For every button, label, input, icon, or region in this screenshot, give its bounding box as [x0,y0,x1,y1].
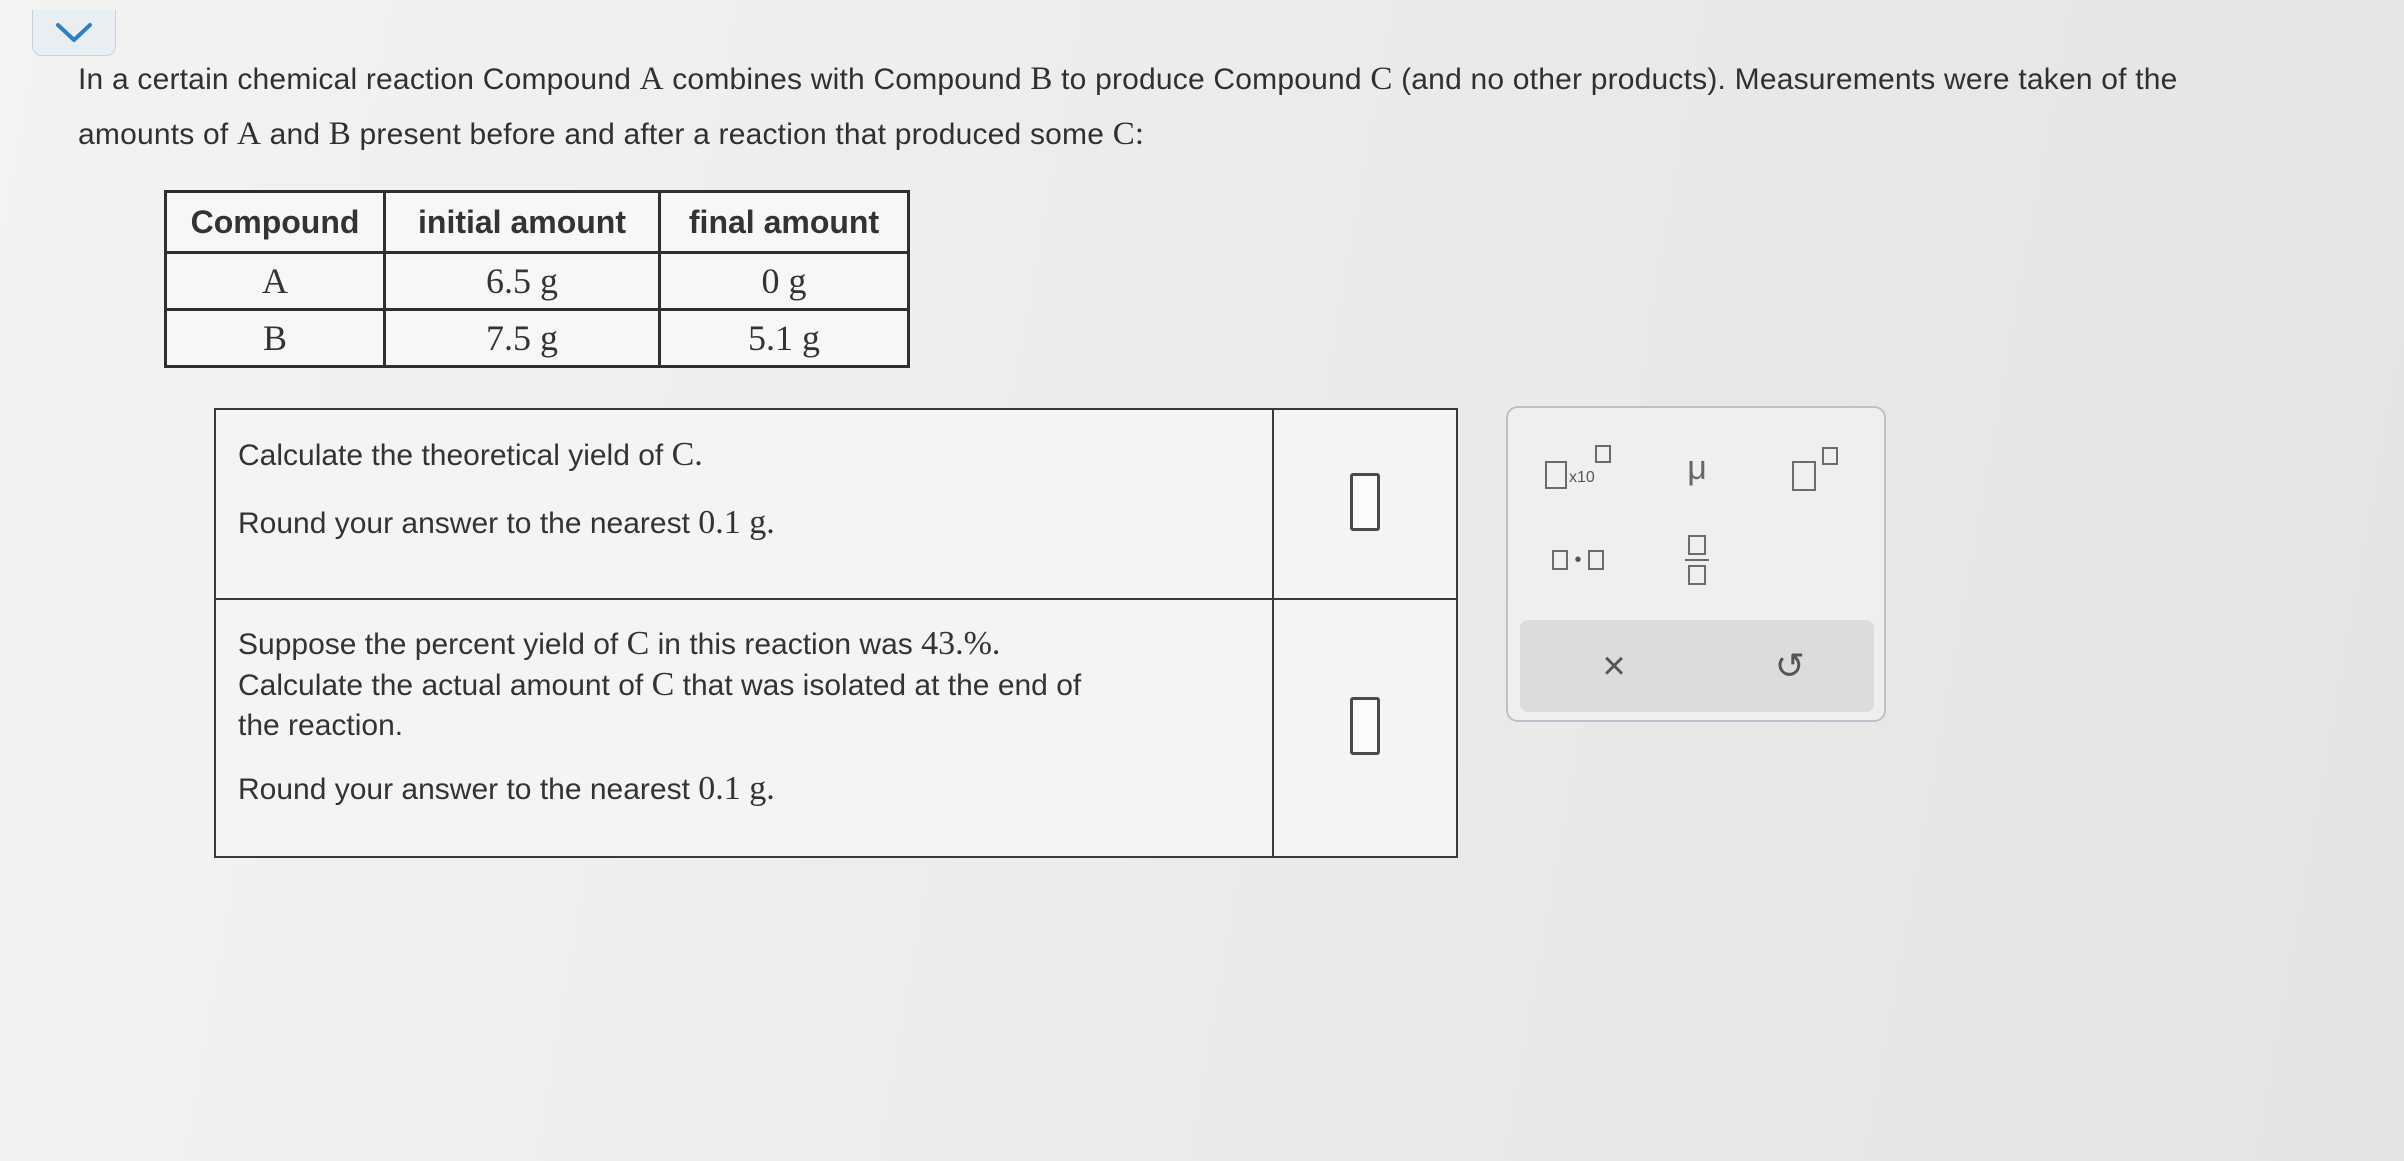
table-cell: 5.1 g [660,310,909,367]
multiply-dot-icon: • [1552,549,1603,572]
mu-button[interactable] [1662,438,1732,498]
clear-button[interactable] [1574,636,1654,696]
round-instruction: Round your answer to the nearest 0.1 g. [238,504,775,541]
scientific-notation-button[interactable] [1538,438,1618,498]
table-cell: 6.5 g [385,253,660,310]
undo-icon: ↺ [1774,645,1806,686]
superscript-button[interactable] [1778,438,1858,498]
scientific-notation-icon: x10 [1543,443,1613,493]
question-text: In a certain chemical reaction Compound A combines with Compound B to produce Compound C (and no other products). Measurements were taken of the amounts of A and B present before and after a reaction that produced some C: [78,61,2178,152]
actual-amount-input[interactable] [1350,697,1380,755]
answer-table [214,408,1458,858]
prompt-line: Calculate the theoretical yield of C. [238,436,703,473]
header-compound: Compound [166,192,385,253]
measurements-table [164,190,910,368]
answer-cell [1273,599,1457,857]
fraction-icon [1685,535,1709,585]
table-cell: B [166,310,385,367]
close-icon: × [1602,643,1626,688]
chevron-down-icon [54,21,94,45]
fraction-button[interactable] [1662,524,1732,596]
toolbar-actions [1520,620,1874,712]
header-final-amount: final amount [660,192,909,253]
table-cell: 7.5 g [385,310,660,367]
superscript-icon [1788,443,1848,493]
mu-icon: μ [1687,448,1707,487]
collapse-button[interactable] [32,10,116,56]
table-cell: A [166,253,385,310]
prompt-cell [215,409,1273,599]
undo-button[interactable] [1750,636,1830,696]
round-instruction: Round your answer to the nearest 0.1 g. [238,770,775,807]
answer-cell [1273,409,1457,599]
table-row [166,310,909,367]
table-row [166,253,909,310]
answer-row-theoretical-yield [215,409,1457,599]
theoretical-yield-input[interactable] [1350,473,1380,531]
table-header-row [166,192,909,253]
table-cell: 0 g [660,253,909,310]
prompt-cell [215,599,1273,857]
multiply-dot-button[interactable] [1538,530,1618,590]
header-initial-amount: initial amount [385,192,660,253]
prompt-line: Suppose the percent yield of C in this reaction was 43.%. Calculate the actual amount of C that was isolated at the end of the reaction. [238,625,1082,742]
answer-row-actual-amount [215,599,1457,857]
math-toolbar [1506,406,1886,722]
